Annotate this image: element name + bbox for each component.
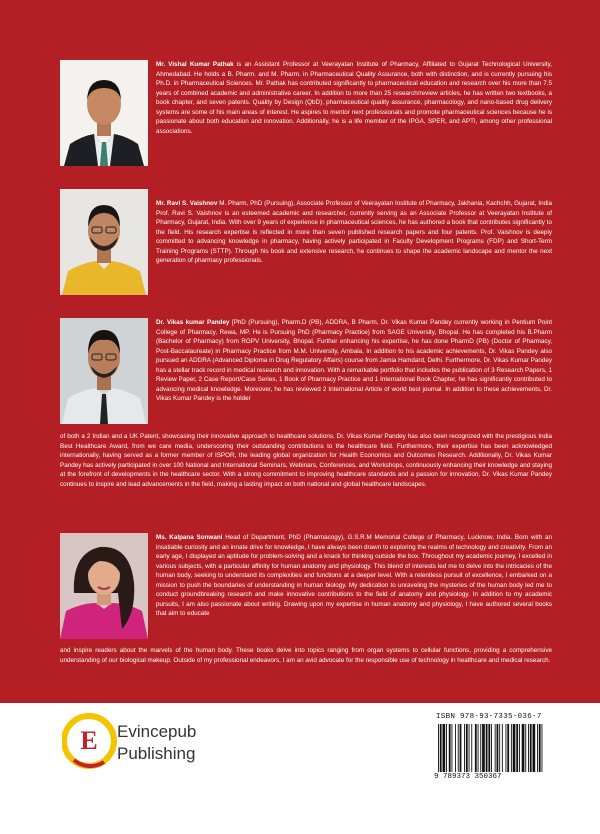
author-photo-vikas-pandey — [60, 318, 148, 424]
bio-text: of both a 2 Indian and a UK Patent, showcasing their innovative approach to healthcare solutions. Dr. Vikas Kumar Pandey has also been recognized with the prestigious India Best Healthcare Award, from we care media, underscoring their outstanding contributions to the healthcare field. Furthermore, their expertise has been acknowledged internationally, having served as a former member of ISPOR, the leading global organization for Health Economics and Outcomes Research. Additionally, Dr. Vikas Kumar Pandey has actively participated in over 100 National and International Seminars, Webinars, Conferences, and Workshops, continuously enhancing their knowledge and staying at the forefront of developments in the healthcare sector. With a strong commitment to improving healthcare standards and a passion for innovation, Dr. Vikas Kumar Pandey continues to inspire and lead advancements in the field, making a lasting impact on both national and global healthcare landscapes. — [60, 433, 552, 488]
logo-letter: E — [80, 726, 98, 755]
publisher-name-line2: Publishing — [117, 744, 196, 763]
bio-vishal-pathak — [156, 60, 552, 136]
barcode-icon — [436, 724, 544, 772]
bio-ravi-vaishnov — [156, 199, 552, 266]
bio-kalpana-sonwani-side — [156, 533, 552, 619]
bio-text: [PhD (Pursuing), Pharm.D (PB), ADDRA, B Pharm, Dr. Vikas Kumar Pandey currently working in Pentium Point College of Pharmacy, Rewa, MP. He is Pursuing PhD (Pharmacy Practice) from SAGE University, Bhopal. He has completed his B.Pharm (Bachelor of Pharmacy) from RGPV University, Bhopal. Further enhancing his expertise, he has done PharmD (PB) (Doctor of Pharmacy, Post-Baccalaureate) in Pharmacy Practice from M.M. University, Ambala, In addition to his academic achievements, Dr. Vikas Pandey also pursued an ADDRA (Advanced Diploma in Drug Regulatory Affairs) course from Jamia Hamdard, Delhi. Furthermore, Dr. Vikas Kumar Pandey has a stellar track record in medical research and innovation. With a remarkable portfolio that includes the publication of 3 Research Papers, 1 Review Paper, 2 Case Report/Case Series, 1 Book of Pharmacy Practice and 1 International Book Chapter, he has significantly contributed to advancing medical knowledge. Moreover, he has reviewed 2 International Article of world best journal. In addition to these achievements, Dr. Vikas Kumar Pandey is the holder — [156, 319, 552, 402]
author-photo-kalpana-sonwani — [60, 533, 148, 639]
bio-text: Head of Department, PhD (Pharmacogy), G.S.R.M Memorial College of Pharmacy, Lucknow, India. Born with an insatiable curiosity and an innate drive for knowledge, I have always been drawn to exploring the realms of technology and creativity. From an early age, I displayed an aptitude for problem-solving and a knack for thinking outside the box. Throughout my academic journey, I excelled in various subjects, with a particular affinity for human anatomy and physiology. This blend of interests led me to delve into the intricacies of the human body, seeking to understand its complexities and functions at a deeper level. With a relentless pursuit of excellence, I embarked on a mission to push the boundaries of understanding in human biology. My dedication to unraveling the mysteries of the human body led me to conduct groundbreaking research and make innovative contributions to the field of anatomy and physiology. In addition to my academic pursuits, I am also passionate about writing. Drawing upon my expertise in human anatomy and physiology, I have authored several books that aim to educate — [156, 534, 552, 617]
bio-name: Mr. Ravi S. Vaishnov — [156, 200, 218, 207]
author-photo-ravi-vaishnov — [60, 189, 148, 295]
bio-name: Ms. Kalpana Sonwani — [156, 534, 223, 541]
bio-name: Mr. Vishal Kumar Pathak — [156, 61, 234, 68]
publisher-name-line1: Evincepub — [117, 722, 197, 741]
isbn-number: 9 789373 350367 — [434, 773, 502, 781]
bio-name: Dr. Vikas kumar Pandey — [156, 319, 230, 326]
bio-text: and inspire readers about the marvels of the human body. These books delve into topics ranging from organ systems to cellular functions, providing a comprehensive understanding of our biological makeup. Outside of my professional endeavors, I am an avid advocate for the responsible use of technology in healthcare and medical research. — [60, 647, 552, 664]
bio-kalpana-sonwani-full — [60, 646, 552, 665]
author-photo-vishal-pathak — [60, 60, 148, 166]
isbn-label: ISBN 978-93-7335-036-7 — [436, 713, 542, 721]
bio-text: M. Pharm, PhD (Pursuing), Associate Professor of Veerayatan Institute of Pharmacy, Jakhania, Kachchh, Gujarat, India Prof. Ravi S. Vaishnov is an esteemed academic and researcher, currently serving as an Associate Professor at Veerayatan Institute of Pharmacy, Gujarat, India. With over 9 years of experience in pharmaceutical sciences, he has authored a book that contributes significantly to the field. His research expertise is reflected in more than seven published research papers and four patents. Prof. Vaishnov is deeply committed to advancing knowledge in pharmacy, having actively participated in Faculty Development Programs (FDP) and Short-Term Training Programs (STTP). Through his book and extensive research, he continues to shape the academic landscape and mentor the next generation of pharmacy professionals. — [156, 200, 552, 264]
bio-text: is an Assistant Professor at Veerayatan Institute of Pharmacy, Affiliated to Gujarat Technological University, Ahmedabad. He holds a B. Pharm. and M. Pharm. in Pharmaceutical Quality Assurance, both with distinction, and is currently pursuing his Ph.D. in Pharmaceutical Sciences. Mr. Pathak has contributed significantly to pharmaceutical education and research over his more than 7.5 years of combined academic and administrative career. In addition to more than 25 research/review articles, he has written two textbooks, a book chapter, and seven patents. Quality by Design (QbD), pharmaceutical quality assurance, pharmacology, and nano-based drug delivery systems are some of his main areas of interest. He aspires to mentor next professionals and promote pharmaceutical sciences because he is passionate about both education and innovation. Additionally, he is a life member of the IPGA, SPER, and APTI, among other professional associations. — [156, 61, 552, 135]
bio-vikas-pandey-full — [60, 432, 552, 489]
bio-vikas-pandey-side — [156, 318, 552, 404]
